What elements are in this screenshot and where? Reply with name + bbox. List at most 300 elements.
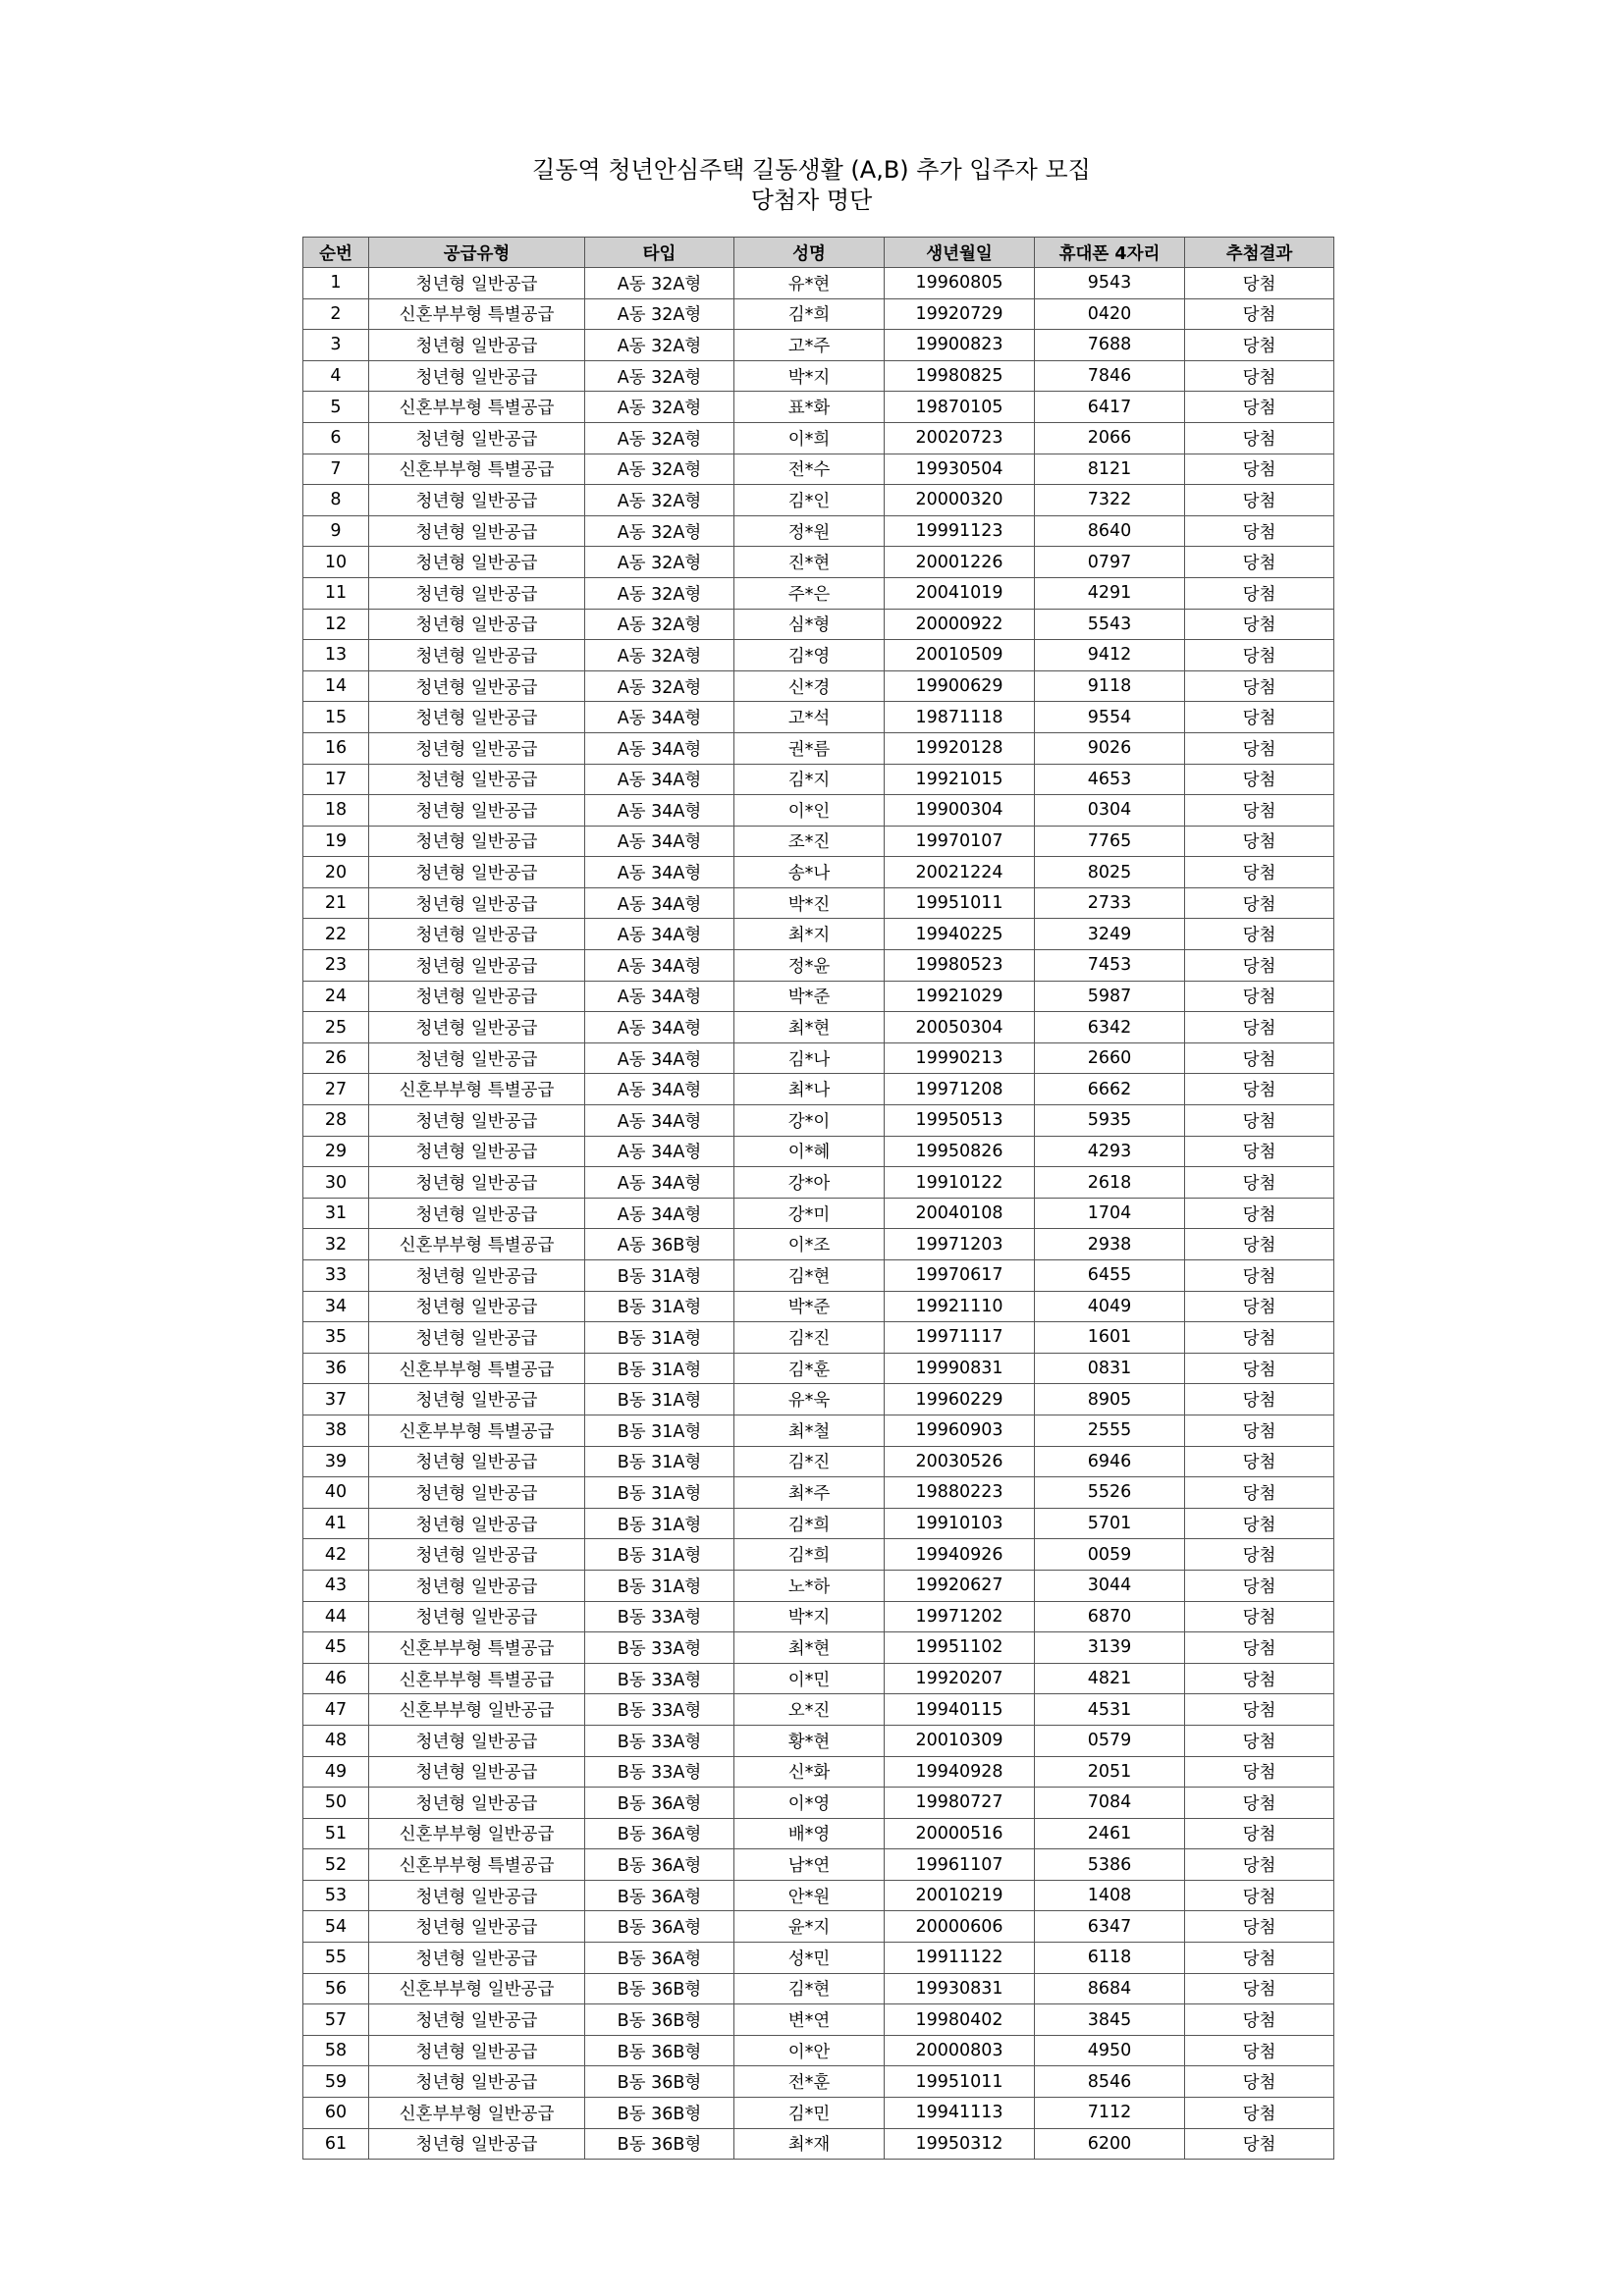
cell-result: 당첨 bbox=[1185, 2066, 1334, 2098]
cell-result: 당첨 bbox=[1185, 1136, 1334, 1167]
cell-supply-type: 청년형 일반공급 bbox=[369, 1167, 585, 1199]
cell-phone-last4: 5526 bbox=[1035, 1477, 1185, 1509]
cell-result: 당첨 bbox=[1185, 1042, 1334, 1074]
cell-name: 이*혜 bbox=[734, 1136, 885, 1167]
cell-name: 김*나 bbox=[734, 1042, 885, 1074]
table-row bbox=[303, 1353, 1334, 1384]
cell-number: 30 bbox=[303, 1167, 369, 1199]
cell-phone-last4: 5935 bbox=[1035, 1105, 1185, 1137]
cell-name: 김*민 bbox=[734, 2098, 885, 2129]
cell-unit-type: A동 32A형 bbox=[585, 609, 734, 640]
table-row bbox=[303, 1446, 1334, 1477]
table-row bbox=[303, 1042, 1334, 1074]
cell-phone-last4: 8905 bbox=[1035, 1384, 1185, 1415]
cell-phone-last4: 7688 bbox=[1035, 330, 1185, 361]
title-line-2: 당첨자 명단 bbox=[750, 187, 873, 214]
cell-number: 61 bbox=[303, 2128, 369, 2160]
cell-unit-type: A동 34A형 bbox=[585, 764, 734, 795]
cell-unit-type: B동 31A형 bbox=[585, 1291, 734, 1322]
cell-phone-last4: 1408 bbox=[1035, 1880, 1185, 1911]
cell-supply-type: 신혼부부형 특별공급 bbox=[369, 1663, 585, 1694]
cell-supply-type: 청년형 일반공급 bbox=[369, 702, 585, 733]
cell-result: 당첨 bbox=[1185, 1291, 1334, 1322]
table-row bbox=[303, 547, 1334, 578]
cell-phone-last4: 4653 bbox=[1035, 764, 1185, 795]
cell-number: 14 bbox=[303, 670, 369, 702]
cell-number: 50 bbox=[303, 1788, 369, 1819]
cell-unit-type: A동 32A형 bbox=[585, 547, 734, 578]
cell-result: 당첨 bbox=[1185, 1601, 1334, 1632]
cell-number: 52 bbox=[303, 1849, 369, 1881]
table-row bbox=[303, 887, 1334, 919]
cell-phone-last4: 2660 bbox=[1035, 1042, 1185, 1074]
cell-number: 48 bbox=[303, 1725, 369, 1756]
cell-unit-type: B동 31A형 bbox=[585, 1477, 734, 1509]
cell-result: 당첨 bbox=[1185, 392, 1334, 423]
cell-birthdate: 19951011 bbox=[885, 887, 1035, 919]
cell-unit-type: A동 34A형 bbox=[585, 1074, 734, 1105]
cell-result: 당첨 bbox=[1185, 515, 1334, 547]
cell-name: 이*안 bbox=[734, 2035, 885, 2066]
cell-name: 송*나 bbox=[734, 857, 885, 888]
cell-phone-last4: 4821 bbox=[1035, 1663, 1185, 1694]
cell-number: 39 bbox=[303, 1446, 369, 1477]
cell-result: 당첨 bbox=[1185, 1229, 1334, 1260]
cell-unit-type: A동 34A형 bbox=[585, 1105, 734, 1137]
cell-phone-last4: 6870 bbox=[1035, 1601, 1185, 1632]
cell-number: 15 bbox=[303, 702, 369, 733]
cell-phone-last4: 1601 bbox=[1035, 1322, 1185, 1354]
cell-result: 당첨 bbox=[1185, 857, 1334, 888]
cell-unit-type: A동 32A형 bbox=[585, 330, 734, 361]
cell-birthdate: 19951011 bbox=[885, 2066, 1035, 2098]
cell-unit-type: A동 34A형 bbox=[585, 795, 734, 827]
cell-unit-type: B동 36B형 bbox=[585, 1973, 734, 2004]
table-row bbox=[303, 454, 1334, 485]
cell-unit-type: A동 34A형 bbox=[585, 1198, 734, 1229]
cell-result: 당첨 bbox=[1185, 330, 1334, 361]
cell-result: 당첨 bbox=[1185, 1788, 1334, 1819]
cell-result: 당첨 bbox=[1185, 577, 1334, 609]
cell-number: 8 bbox=[303, 485, 369, 516]
cell-supply-type: 신혼부부형 특별공급 bbox=[369, 298, 585, 330]
cell-phone-last4: 9554 bbox=[1035, 702, 1185, 733]
table-row bbox=[303, 2098, 1334, 2129]
cell-name: 유*현 bbox=[734, 268, 885, 299]
table-row bbox=[303, 2004, 1334, 2036]
cell-number: 34 bbox=[303, 1291, 369, 1322]
cell-phone-last4: 4049 bbox=[1035, 1291, 1185, 1322]
cell-birthdate: 20000516 bbox=[885, 1818, 1035, 1849]
cell-result: 당첨 bbox=[1185, 826, 1334, 857]
cell-phone-last4: 1704 bbox=[1035, 1198, 1185, 1229]
cell-supply-type: 청년형 일반공급 bbox=[369, 1477, 585, 1509]
cell-supply-type: 청년형 일반공급 bbox=[369, 609, 585, 640]
cell-birthdate: 19921029 bbox=[885, 981, 1035, 1012]
cell-result: 당첨 bbox=[1185, 1694, 1334, 1726]
cell-phone-last4: 4293 bbox=[1035, 1136, 1185, 1167]
cell-result: 당첨 bbox=[1185, 1260, 1334, 1292]
cell-phone-last4: 6662 bbox=[1035, 1074, 1185, 1105]
cell-name: 김*지 bbox=[734, 764, 885, 795]
cell-phone-last4: 0797 bbox=[1035, 547, 1185, 578]
cell-phone-last4: 9026 bbox=[1035, 732, 1185, 764]
cell-name: 강*미 bbox=[734, 1198, 885, 1229]
cell-supply-type: 신혼부부형 일반공급 bbox=[369, 1818, 585, 1849]
cell-birthdate: 19990213 bbox=[885, 1042, 1035, 1074]
cell-name: 박*지 bbox=[734, 360, 885, 392]
cell-name: 최*현 bbox=[734, 1632, 885, 1664]
cell-supply-type: 청년형 일반공급 bbox=[369, 1601, 585, 1632]
cell-number: 33 bbox=[303, 1260, 369, 1292]
cell-number: 13 bbox=[303, 640, 369, 671]
table-row bbox=[303, 1725, 1334, 1756]
cell-number: 5 bbox=[303, 392, 369, 423]
table-row bbox=[303, 640, 1334, 671]
cell-result: 당첨 bbox=[1185, 609, 1334, 640]
cell-unit-type: B동 36B형 bbox=[585, 2066, 734, 2098]
cell-supply-type: 청년형 일반공급 bbox=[369, 640, 585, 671]
cell-birthdate: 19970617 bbox=[885, 1260, 1035, 1292]
cell-phone-last4: 2733 bbox=[1035, 887, 1185, 919]
table-row bbox=[303, 1477, 1334, 1509]
cell-birthdate: 19980825 bbox=[885, 360, 1035, 392]
cell-birthdate: 19980402 bbox=[885, 2004, 1035, 2036]
cell-result: 당첨 bbox=[1185, 1384, 1334, 1415]
cell-number: 2 bbox=[303, 298, 369, 330]
cell-name: 강*아 bbox=[734, 1167, 885, 1199]
cell-number: 56 bbox=[303, 1973, 369, 2004]
table-row bbox=[303, 1756, 1334, 1788]
cell-supply-type: 청년형 일반공급 bbox=[369, 1570, 585, 1601]
table-row bbox=[303, 330, 1334, 361]
table-row bbox=[303, 1601, 1334, 1632]
cell-number: 1 bbox=[303, 268, 369, 299]
cell-name: 최*재 bbox=[734, 2128, 885, 2160]
cell-result: 당첨 bbox=[1185, 360, 1334, 392]
table-row bbox=[303, 1322, 1334, 1354]
cell-supply-type: 청년형 일반공급 bbox=[369, 1508, 585, 1539]
cell-birthdate: 20000606 bbox=[885, 1911, 1035, 1943]
cell-birthdate: 19920128 bbox=[885, 732, 1035, 764]
table-row bbox=[303, 298, 1334, 330]
cell-name: 김*희 bbox=[734, 1539, 885, 1571]
cell-number: 59 bbox=[303, 2066, 369, 2098]
cell-name: 최*철 bbox=[734, 1415, 885, 1446]
cell-unit-type: B동 36A형 bbox=[585, 1943, 734, 1974]
cell-unit-type: B동 36B형 bbox=[585, 2128, 734, 2160]
cell-result: 당첨 bbox=[1185, 1508, 1334, 1539]
cell-number: 44 bbox=[303, 1601, 369, 1632]
cell-unit-type: A동 34A형 bbox=[585, 1136, 734, 1167]
cell-result: 당첨 bbox=[1185, 547, 1334, 578]
cell-supply-type: 청년형 일반공급 bbox=[369, 1725, 585, 1756]
cell-name: 김*현 bbox=[734, 1973, 885, 2004]
cell-birthdate: 19880223 bbox=[885, 1477, 1035, 1509]
cell-number: 3 bbox=[303, 330, 369, 361]
cell-result: 당첨 bbox=[1185, 1012, 1334, 1043]
cell-supply-type: 청년형 일반공급 bbox=[369, 515, 585, 547]
cell-phone-last4: 8684 bbox=[1035, 1973, 1185, 2004]
cell-name: 오*진 bbox=[734, 1694, 885, 1726]
cell-supply-type: 청년형 일반공급 bbox=[369, 268, 585, 299]
cell-birthdate: 19921015 bbox=[885, 764, 1035, 795]
cell-result: 당첨 bbox=[1185, 1539, 1334, 1571]
cell-result: 당첨 bbox=[1185, 950, 1334, 982]
cell-phone-last4: 5543 bbox=[1035, 609, 1185, 640]
cell-phone-last4: 8025 bbox=[1035, 857, 1185, 888]
cell-birthdate: 19950513 bbox=[885, 1105, 1035, 1137]
cell-number: 32 bbox=[303, 1229, 369, 1260]
cell-unit-type: B동 36B형 bbox=[585, 2004, 734, 2036]
cell-supply-type: 청년형 일반공급 bbox=[369, 857, 585, 888]
table-row bbox=[303, 1849, 1334, 1881]
cell-phone-last4: 0304 bbox=[1035, 795, 1185, 827]
cell-birthdate: 19940926 bbox=[885, 1539, 1035, 1571]
cell-name: 전*수 bbox=[734, 454, 885, 485]
cell-phone-last4: 6417 bbox=[1035, 392, 1185, 423]
cell-birthdate: 19941113 bbox=[885, 2098, 1035, 2129]
cell-number: 27 bbox=[303, 1074, 369, 1105]
cell-supply-type: 청년형 일반공급 bbox=[369, 1042, 585, 1074]
cell-name: 김*인 bbox=[734, 485, 885, 516]
cell-result: 당첨 bbox=[1185, 1074, 1334, 1105]
cell-birthdate: 20050304 bbox=[885, 1012, 1035, 1043]
table-row bbox=[303, 268, 1334, 299]
cell-unit-type: A동 34A형 bbox=[585, 857, 734, 888]
cell-birthdate: 19930831 bbox=[885, 1973, 1035, 2004]
cell-name: 김*진 bbox=[734, 1446, 885, 1477]
cell-supply-type: 신혼부부형 특별공급 bbox=[369, 1415, 585, 1446]
table-row bbox=[303, 1632, 1334, 1664]
cell-birthdate: 19871118 bbox=[885, 702, 1035, 733]
cell-name: 황*현 bbox=[734, 1725, 885, 1756]
cell-number: 55 bbox=[303, 1943, 369, 1974]
cell-result: 당첨 bbox=[1185, 485, 1334, 516]
cell-unit-type: B동 36B형 bbox=[585, 2035, 734, 2066]
cell-number: 28 bbox=[303, 1105, 369, 1137]
cell-unit-type: A동 32A형 bbox=[585, 515, 734, 547]
cell-unit-type: B동 36A형 bbox=[585, 1911, 734, 1943]
cell-unit-type: A동 32A형 bbox=[585, 454, 734, 485]
cell-unit-type: A동 32A형 bbox=[585, 640, 734, 671]
cell-phone-last4: 3139 bbox=[1035, 1632, 1185, 1664]
cell-number: 40 bbox=[303, 1477, 369, 1509]
cell-unit-type: B동 33A형 bbox=[585, 1663, 734, 1694]
cell-unit-type: A동 34A형 bbox=[585, 919, 734, 950]
cell-supply-type: 신혼부부형 일반공급 bbox=[369, 2098, 585, 2129]
cell-number: 23 bbox=[303, 950, 369, 982]
cell-phone-last4: 7453 bbox=[1035, 950, 1185, 982]
cell-supply-type: 신혼부부형 특별공급 bbox=[369, 1632, 585, 1664]
cell-phone-last4: 3044 bbox=[1035, 1570, 1185, 1601]
cell-phone-last4: 7765 bbox=[1035, 826, 1185, 857]
cell-birthdate: 19910103 bbox=[885, 1508, 1035, 1539]
cell-result: 당첨 bbox=[1185, 1477, 1334, 1509]
cell-birthdate: 20000320 bbox=[885, 485, 1035, 516]
cell-unit-type: B동 31A형 bbox=[585, 1508, 734, 1539]
cell-number: 7 bbox=[303, 454, 369, 485]
cell-supply-type: 신혼부부형 특별공급 bbox=[369, 1849, 585, 1881]
cell-result: 당첨 bbox=[1185, 454, 1334, 485]
cell-unit-type: B동 31A형 bbox=[585, 1260, 734, 1292]
table-row bbox=[303, 1291, 1334, 1322]
table-row bbox=[303, 577, 1334, 609]
cell-result: 당첨 bbox=[1185, 887, 1334, 919]
cell-supply-type: 청년형 일반공급 bbox=[369, 1446, 585, 1477]
cell-name: 강*이 bbox=[734, 1105, 885, 1137]
cell-unit-type: B동 31A형 bbox=[585, 1570, 734, 1601]
cell-name: 최*지 bbox=[734, 919, 885, 950]
table-row bbox=[303, 1973, 1334, 2004]
cell-number: 38 bbox=[303, 1415, 369, 1446]
cell-number: 41 bbox=[303, 1508, 369, 1539]
cell-number: 37 bbox=[303, 1384, 369, 1415]
cell-name: 김*진 bbox=[734, 1322, 885, 1354]
cell-unit-type: B동 33A형 bbox=[585, 1725, 734, 1756]
cell-number: 57 bbox=[303, 2004, 369, 2036]
cell-supply-type: 청년형 일반공급 bbox=[369, 360, 585, 392]
cell-phone-last4: 0579 bbox=[1035, 1725, 1185, 1756]
cell-supply-type: 신혼부부형 특별공급 bbox=[369, 1229, 585, 1260]
cell-name: 이*영 bbox=[734, 1788, 885, 1819]
cell-birthdate: 19961107 bbox=[885, 1849, 1035, 1881]
cell-name: 최*나 bbox=[734, 1074, 885, 1105]
cell-supply-type: 청년형 일반공급 bbox=[369, 577, 585, 609]
cell-phone-last4: 4531 bbox=[1035, 1694, 1185, 1726]
table-row bbox=[303, 857, 1334, 888]
cell-supply-type: 청년형 일반공급 bbox=[369, 2035, 585, 2066]
cell-birthdate: 19900629 bbox=[885, 670, 1035, 702]
cell-result: 당첨 bbox=[1185, 1415, 1334, 1446]
cell-unit-type: A동 34A형 bbox=[585, 981, 734, 1012]
cell-result: 당첨 bbox=[1185, 1943, 1334, 1974]
cell-unit-type: A동 34A형 bbox=[585, 826, 734, 857]
cell-number: 19 bbox=[303, 826, 369, 857]
table-row bbox=[303, 764, 1334, 795]
cell-phone-last4: 2461 bbox=[1035, 1818, 1185, 1849]
cell-supply-type: 청년형 일반공급 bbox=[369, 1539, 585, 1571]
cell-supply-type: 신혼부부형 일반공급 bbox=[369, 1694, 585, 1726]
cell-number: 21 bbox=[303, 887, 369, 919]
table-row bbox=[303, 1136, 1334, 1167]
cell-supply-type: 청년형 일반공급 bbox=[369, 981, 585, 1012]
cell-phone-last4: 7846 bbox=[1035, 360, 1185, 392]
cell-result: 당첨 bbox=[1185, 268, 1334, 299]
table-row bbox=[303, 609, 1334, 640]
cell-result: 당첨 bbox=[1185, 1663, 1334, 1694]
cell-unit-type: B동 31A형 bbox=[585, 1415, 734, 1446]
cell-birthdate: 19900304 bbox=[885, 795, 1035, 827]
cell-birthdate: 20030526 bbox=[885, 1446, 1035, 1477]
cell-birthdate: 19980727 bbox=[885, 1788, 1035, 1819]
cell-supply-type: 신혼부부형 특별공급 bbox=[369, 1353, 585, 1384]
cell-phone-last4: 5701 bbox=[1035, 1508, 1185, 1539]
cell-supply-type: 신혼부부형 특별공급 bbox=[369, 454, 585, 485]
table-row bbox=[303, 1880, 1334, 1911]
cell-result: 당첨 bbox=[1185, 764, 1334, 795]
cell-name: 주*은 bbox=[734, 577, 885, 609]
cell-number: 18 bbox=[303, 795, 369, 827]
cell-unit-type: A동 32A형 bbox=[585, 422, 734, 454]
cell-supply-type: 청년형 일반공급 bbox=[369, 732, 585, 764]
cell-unit-type: A동 32A형 bbox=[585, 670, 734, 702]
cell-name: 유*욱 bbox=[734, 1384, 885, 1415]
cell-unit-type: A동 34A형 bbox=[585, 950, 734, 982]
cell-number: 31 bbox=[303, 1198, 369, 1229]
cell-name: 안*원 bbox=[734, 1880, 885, 1911]
cell-number: 54 bbox=[303, 1911, 369, 1943]
cell-name: 조*진 bbox=[734, 826, 885, 857]
cell-supply-type: 청년형 일반공급 bbox=[369, 1322, 585, 1354]
cell-phone-last4: 6946 bbox=[1035, 1446, 1185, 1477]
cell-result: 당첨 bbox=[1185, 1105, 1334, 1137]
table-row bbox=[303, 826, 1334, 857]
cell-supply-type: 청년형 일반공급 bbox=[369, 887, 585, 919]
cell-number: 42 bbox=[303, 1539, 369, 1571]
cell-result: 당첨 bbox=[1185, 981, 1334, 1012]
cell-birthdate: 20010219 bbox=[885, 1880, 1035, 1911]
cell-unit-type: A동 32A형 bbox=[585, 298, 734, 330]
cell-supply-type: 청년형 일반공급 bbox=[369, 670, 585, 702]
cell-number: 22 bbox=[303, 919, 369, 950]
table-row bbox=[303, 515, 1334, 547]
cell-birthdate: 19960229 bbox=[885, 1384, 1035, 1415]
cell-number: 9 bbox=[303, 515, 369, 547]
header-cell-birthdate: 생년월일 bbox=[885, 238, 1035, 268]
cell-name: 김*영 bbox=[734, 640, 885, 671]
cell-name: 신*화 bbox=[734, 1756, 885, 1788]
cell-name: 이*민 bbox=[734, 1663, 885, 1694]
table-row bbox=[303, 392, 1334, 423]
cell-name: 박*진 bbox=[734, 887, 885, 919]
cell-supply-type: 청년형 일반공급 bbox=[369, 764, 585, 795]
cell-birthdate: 19920729 bbox=[885, 298, 1035, 330]
cell-result: 당첨 bbox=[1185, 298, 1334, 330]
header-cell-supply-type: 공급유형 bbox=[369, 238, 585, 268]
cell-phone-last4: 6118 bbox=[1035, 1943, 1185, 1974]
cell-phone-last4: 6342 bbox=[1035, 1012, 1185, 1043]
cell-supply-type: 청년형 일반공급 bbox=[369, 1105, 585, 1137]
cell-unit-type: B동 33A형 bbox=[585, 1632, 734, 1664]
cell-phone-last4: 4291 bbox=[1035, 577, 1185, 609]
cell-supply-type: 청년형 일반공급 bbox=[369, 1880, 585, 1911]
cell-phone-last4: 7084 bbox=[1035, 1788, 1185, 1819]
cell-birthdate: 20040108 bbox=[885, 1198, 1035, 1229]
document-title bbox=[0, 155, 1623, 216]
cell-name: 심*형 bbox=[734, 609, 885, 640]
cell-name: 정*윤 bbox=[734, 950, 885, 982]
cell-birthdate: 20010509 bbox=[885, 640, 1035, 671]
cell-supply-type: 청년형 일반공급 bbox=[369, 919, 585, 950]
cell-phone-last4: 3845 bbox=[1035, 2004, 1185, 2036]
cell-supply-type: 청년형 일반공급 bbox=[369, 1012, 585, 1043]
cell-unit-type: B동 31A형 bbox=[585, 1322, 734, 1354]
cell-birthdate: 19951102 bbox=[885, 1632, 1035, 1664]
cell-result: 당첨 bbox=[1185, 1880, 1334, 1911]
cell-birthdate: 20041019 bbox=[885, 577, 1035, 609]
cell-name: 최*주 bbox=[734, 1477, 885, 1509]
cell-phone-last4: 8640 bbox=[1035, 515, 1185, 547]
cell-unit-type: A동 34A형 bbox=[585, 702, 734, 733]
cell-unit-type: B동 36A형 bbox=[585, 1818, 734, 1849]
cell-birthdate: 19920627 bbox=[885, 1570, 1035, 1601]
cell-unit-type: B동 31A형 bbox=[585, 1446, 734, 1477]
cell-birthdate: 19980523 bbox=[885, 950, 1035, 982]
cell-number: 43 bbox=[303, 1570, 369, 1601]
header-cell-number: 순번 bbox=[303, 238, 369, 268]
cell-unit-type: A동 32A형 bbox=[585, 360, 734, 392]
